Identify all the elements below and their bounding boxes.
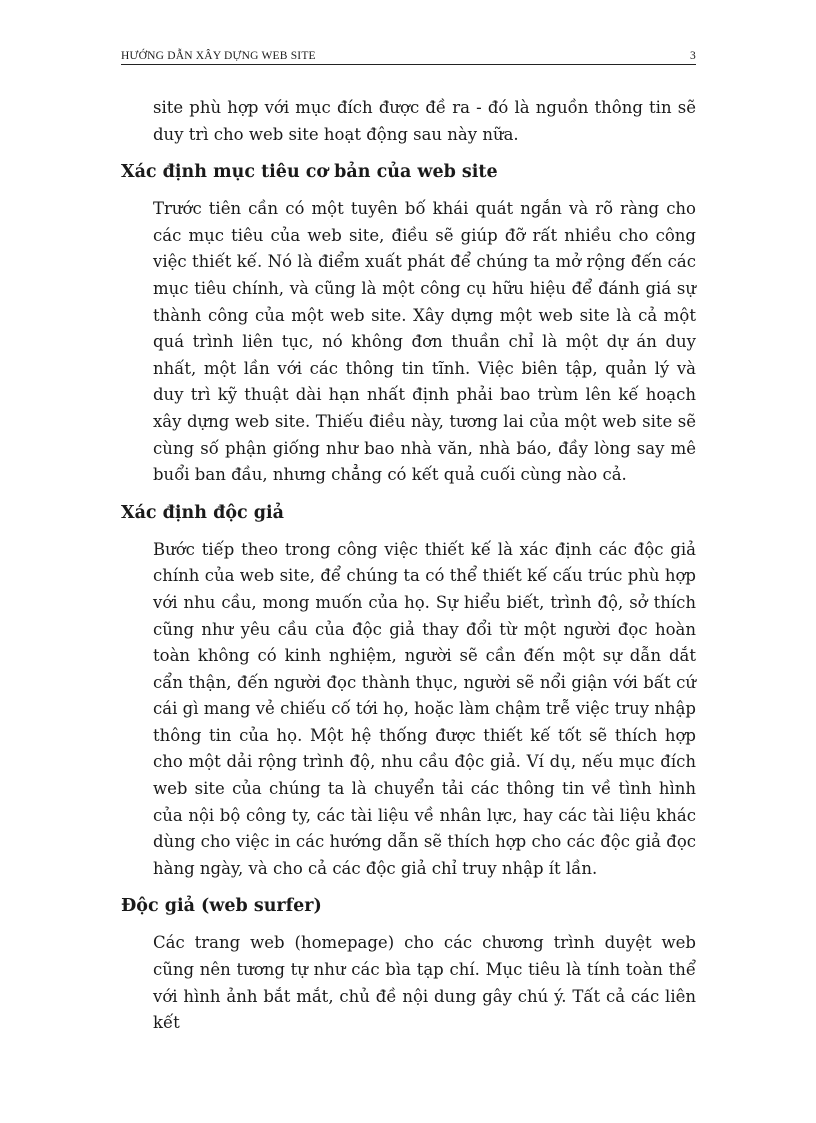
page-body (121, 95, 696, 1037)
section-heading-goals: Xác định mục tiêu cơ bản của web site (121, 162, 498, 183)
section-heading-audience: Xác định độc giả (121, 502, 284, 523)
section-heading-web-surfer: Độc giả (web surfer) (121, 896, 322, 917)
page-number: 3 (690, 50, 696, 62)
running-header (121, 50, 696, 65)
header-title: HƯỚNG DẪN XÂY DỰNG WEB SITE (121, 50, 316, 62)
paragraph-web-surfer: Các trang web (homepage) cho các chương trình duyệt web cũng nên tương tự như các bìa tạp chí. Mục tiêu là tính toàn thể với hình ảnh bắt mắt, chủ đề nội dung gây chú ý. Tất cả các liên kết (153, 933, 696, 1033)
paragraph-audience: Bước tiếp theo trong công việc thiết kế là xác định các độc giả chính của web site, để chúng ta có thể thiết kế cấu trúc phù hợp với nhu cầu, mong muốn của họ. Sự hiểu biết, trình độ, sở thích cũng như yêu cầu của độc giả thay đổi từ một người đọc hoàn toàn không có kinh nghiệm, người sẽ cần đến một sự dẫn dắt cẩn thận, đến người đọc thành thục, người sẽ nổi giận với bất cứ cái gì mang vẻ chiếu cố tới họ, hoặc làm chậm trễ việc truy nhập thông tin của họ. Một hệ thống được thiết kế tốt sẽ thích hợp cho một dải rộng trình độ, nhu cầu độc giả. Ví dụ, nếu mục đích web site của chúng ta là chuyển tải các thông tin về tình hình của nội bộ công ty, các tài liệu về nhân lực, hay các tài liệu khác dùng cho việc in các hướng dẫn sẽ thích hợp cho các độc giả đọc hàng ngày, và cho cả các độc giả chỉ truy nhập ít lần. (153, 539, 696, 878)
paragraph-continuation: site phù hợp với mục đích được đề ra - đó là nguồn thông tin sẽ duy trì cho web site hoạt động sau này nữa. (153, 98, 696, 144)
paragraph-goals: Trước tiên cần có một tuyên bố khái quát ngắn và rõ ràng cho các mục tiêu của web site, điều sẽ giúp đỡ rất nhiều cho công việc thiết kế. Nó là điểm xuất phát để chúng ta mở rộng đến các mục tiêu chính, và cũng là một công cụ hữu hiệu để đánh giá sự thành công của một web site. Xây dựng một web site là cả một quá trình liên tục, nó không đơn thuần chỉ là một dự án duy nhất, một lần với các thông tin tĩnh. Việc biên tập, quản lý và duy trì kỹ thuật dài hạn nhất định phải bao trùm lên kế hoạch xây dựng web site. Thiếu điều này, tương lai của một web site sẽ cùng số phận giống như bao nhà văn, nhà báo, đầy lòng say mê buổi ban đầu, nhưng chẳng có kết quả cuối cùng nào cả. (153, 199, 696, 485)
